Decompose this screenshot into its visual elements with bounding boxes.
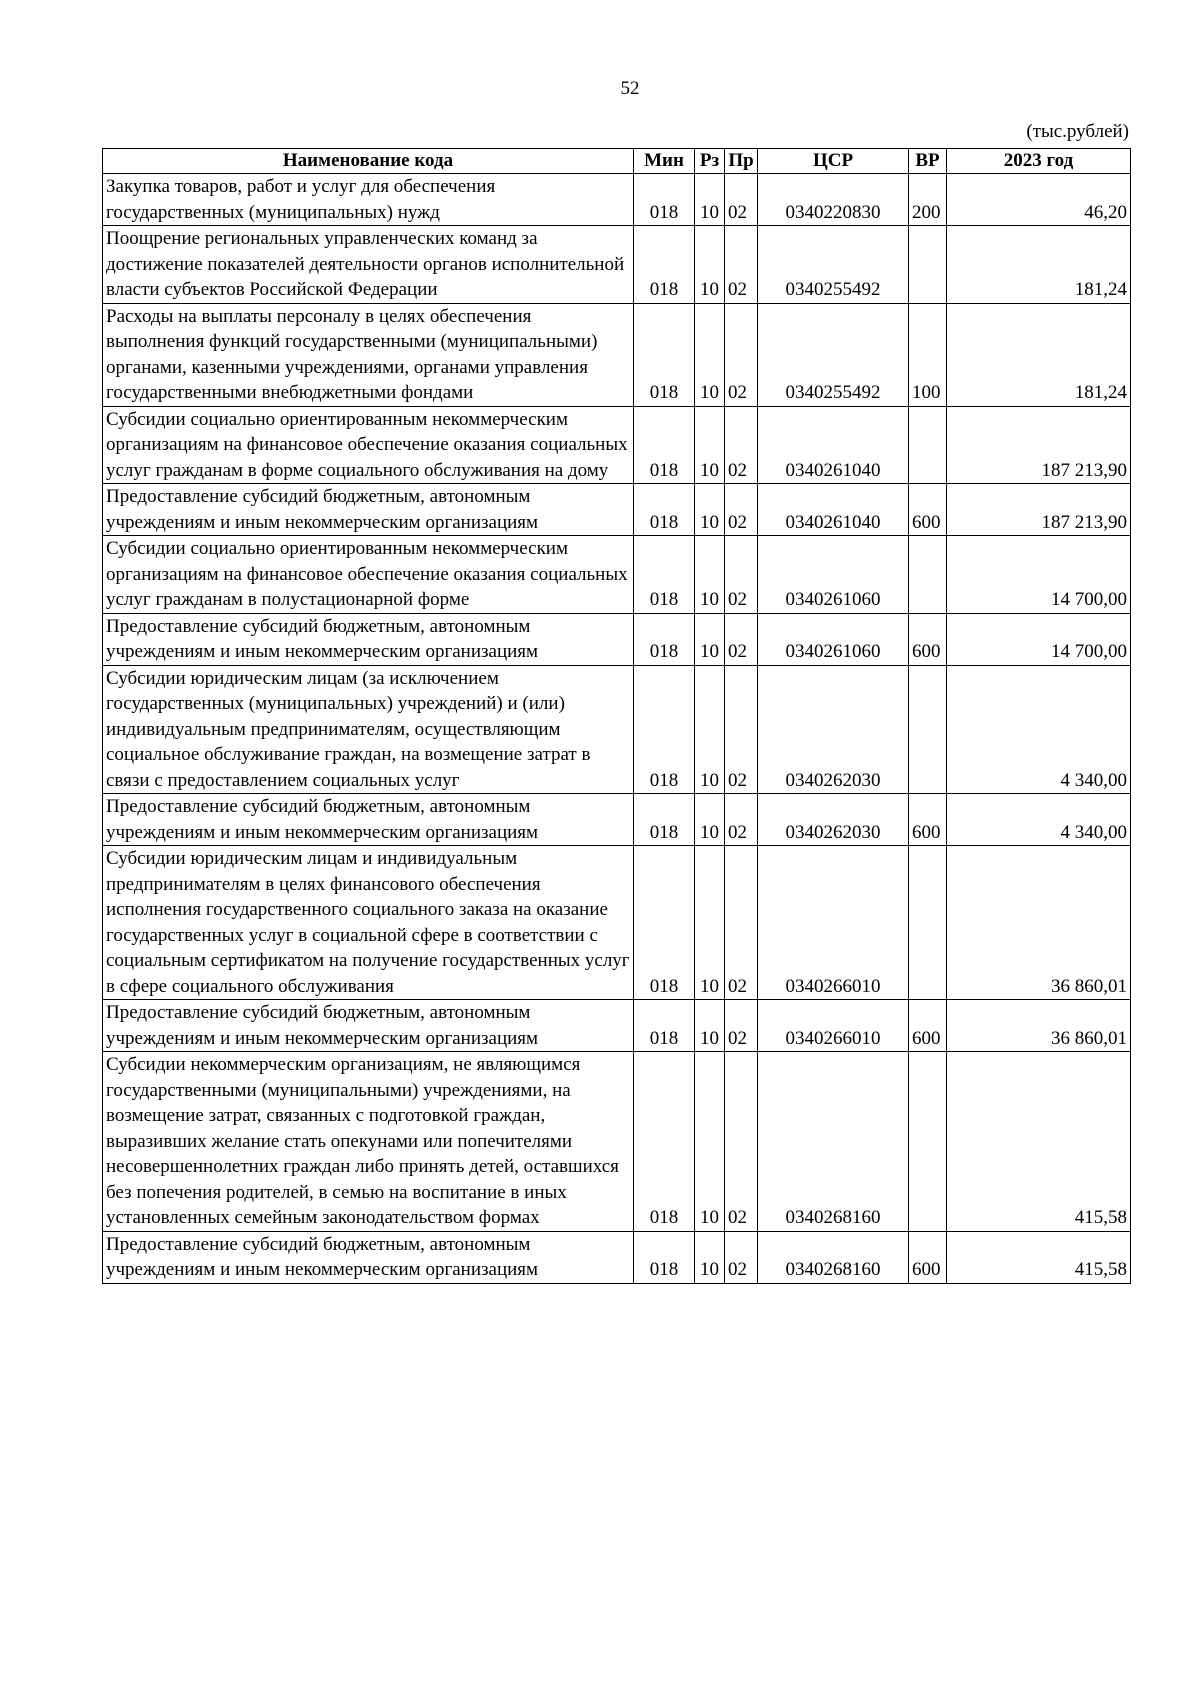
row-pr: 02	[725, 1000, 758, 1052]
row-pr: 02	[725, 406, 758, 484]
row-min: 018	[634, 484, 695, 536]
row-pr: 02	[725, 303, 758, 406]
row-min: 018	[634, 226, 695, 304]
header-vr: ВР	[909, 149, 947, 174]
row-rz: 10	[695, 846, 725, 1000]
row-amount: 415,58	[947, 1052, 1131, 1232]
units-note: (тыс.рублей)	[1026, 121, 1129, 142]
row-amount: 187 213,90	[947, 484, 1131, 536]
page-number: 52	[620, 78, 640, 99]
row-rz: 10	[695, 536, 725, 614]
row-amount: 181,24	[947, 303, 1131, 406]
row-rz: 10	[695, 303, 725, 406]
table-row	[103, 1052, 1131, 1232]
row-name: Предоставление субсидий бюджетным, автономным учреждениям и иным некоммерческим организациям	[103, 1231, 634, 1283]
row-rz: 10	[695, 1000, 725, 1052]
row-csr: 0340266010	[758, 1000, 909, 1052]
row-csr: 0340266010	[758, 846, 909, 1000]
header-year: 2023 год	[947, 149, 1131, 174]
row-csr: 0340255492	[758, 303, 909, 406]
row-min: 018	[634, 1052, 695, 1232]
table-row	[103, 1231, 1131, 1283]
table-row	[103, 226, 1131, 304]
row-rz: 10	[695, 174, 725, 226]
row-name: Поощрение региональных управленческих команд за достижение показателей деятельности органов исполнительной власти субъектов Российской Федерации	[103, 226, 634, 304]
header-rz: Рз	[695, 149, 725, 174]
row-vr	[909, 226, 947, 304]
row-csr: 0340261060	[758, 536, 909, 614]
table-row	[103, 536, 1131, 614]
row-min: 018	[634, 846, 695, 1000]
row-pr: 02	[725, 226, 758, 304]
row-vr: 600	[909, 1000, 947, 1052]
row-csr: 0340268160	[758, 1231, 909, 1283]
row-pr: 02	[725, 536, 758, 614]
row-min: 018	[634, 1000, 695, 1052]
row-amount: 187 213,90	[947, 406, 1131, 484]
row-name: Предоставление субсидий бюджетным, автономным учреждениям и иным некоммерческим организациям	[103, 613, 634, 665]
row-name: Предоставление субсидий бюджетным, автономным учреждениям и иным некоммерческим организациям	[103, 794, 634, 846]
row-min: 018	[634, 613, 695, 665]
row-rz: 10	[695, 226, 725, 304]
row-csr: 0340262030	[758, 665, 909, 794]
row-name: Субсидии некоммерческим организациям, не являющимся государственными (муниципальными) учреждениями, на возмещение затрат, связанных с подготовкой граждан, выразивших желание стать опекунами или попечителями несовершеннолетних граждан либо принять детей, оставшихся без попечения родителей, в семью на воспитание в иных установленных семейным законодательством формах	[103, 1052, 634, 1232]
header-name: Наименование кода	[103, 149, 634, 174]
table-row	[103, 303, 1131, 406]
row-csr: 0340268160	[758, 1052, 909, 1232]
row-pr: 02	[725, 613, 758, 665]
row-csr: 0340261060	[758, 613, 909, 665]
row-min: 018	[634, 794, 695, 846]
table-row	[103, 794, 1131, 846]
row-vr	[909, 406, 947, 484]
row-pr: 02	[725, 484, 758, 536]
row-min: 018	[634, 665, 695, 794]
row-name: Субсидии социально ориентированным некоммерческим организациям на финансовое обеспечение оказания социальных услуг гражданам в полустационарной форме	[103, 536, 634, 614]
row-pr: 02	[725, 794, 758, 846]
table-row	[103, 846, 1131, 1000]
row-pr: 02	[725, 846, 758, 1000]
row-amount: 36 860,01	[947, 846, 1131, 1000]
row-vr	[909, 536, 947, 614]
header-csr: ЦСР	[758, 149, 909, 174]
budget-table	[102, 148, 1131, 1284]
row-rz: 10	[695, 1052, 725, 1232]
row-name: Закупка товаров, работ и услуг для обеспечения государственных (муниципальных) нужд	[103, 174, 634, 226]
table-row	[103, 484, 1131, 536]
row-name: Субсидии юридическим лицам и индивидуальным предпринимателям в целях финансового обеспечения исполнения государственного социального заказа на оказание государственных услуг в социальной сфере в соответствии с социальным сертификатом на получение государственных услуг в сфере социального обслуживания	[103, 846, 634, 1000]
row-min: 018	[634, 406, 695, 484]
row-csr: 0340262030	[758, 794, 909, 846]
row-pr: 02	[725, 1231, 758, 1283]
row-amount: 4 340,00	[947, 665, 1131, 794]
row-min: 018	[634, 536, 695, 614]
row-vr: 600	[909, 484, 947, 536]
row-vr: 200	[909, 174, 947, 226]
row-vr: 600	[909, 1231, 947, 1283]
row-rz: 10	[695, 794, 725, 846]
table-row	[103, 1000, 1131, 1052]
row-min: 018	[634, 1231, 695, 1283]
header-pr: Пр	[725, 149, 758, 174]
row-amount: 4 340,00	[947, 794, 1131, 846]
row-name: Расходы на выплаты персоналу в целях обеспечения выполнения функций государственными (муниципальными) органами, казенными учреждениями, органами управления государственными внебюджетными фондами	[103, 303, 634, 406]
row-amount: 415,58	[947, 1231, 1131, 1283]
row-min: 018	[634, 303, 695, 406]
row-vr: 100	[909, 303, 947, 406]
row-rz: 10	[695, 613, 725, 665]
row-rz: 10	[695, 484, 725, 536]
row-name: Субсидии юридическим лицам (за исключением государственных (муниципальных) учреждений) и (или) индивидуальным предпринимателям, осуществляющим социальное обслуживание граждан, на возмещение затрат в связи с предоставлением социальных услуг	[103, 665, 634, 794]
row-amount: 36 860,01	[947, 1000, 1131, 1052]
row-amount: 14 700,00	[947, 536, 1131, 614]
row-rz: 10	[695, 1231, 725, 1283]
table-row	[103, 174, 1131, 226]
row-pr: 02	[725, 1052, 758, 1232]
row-csr: 0340255492	[758, 226, 909, 304]
row-amount: 181,24	[947, 226, 1131, 304]
header-min: Мин	[634, 149, 695, 174]
row-rz: 10	[695, 406, 725, 484]
row-min: 018	[634, 174, 695, 226]
row-name: Субсидии социально ориентированным некоммерческим организациям на финансовое обеспечение оказания социальных услуг гражданам в форме социального обслуживания на дому	[103, 406, 634, 484]
table-row	[103, 665, 1131, 794]
row-pr: 02	[725, 665, 758, 794]
row-csr: 0340261040	[758, 406, 909, 484]
table-row	[103, 406, 1131, 484]
row-amount: 14 700,00	[947, 613, 1131, 665]
table-row	[103, 613, 1131, 665]
row-csr: 0340261040	[758, 484, 909, 536]
row-vr	[909, 665, 947, 794]
row-vr	[909, 1052, 947, 1232]
row-name: Предоставление субсидий бюджетным, автономным учреждениям и иным некоммерческим организациям	[103, 484, 634, 536]
row-pr: 02	[725, 174, 758, 226]
row-vr: 600	[909, 794, 947, 846]
table-header-row	[103, 149, 1131, 174]
row-name: Предоставление субсидий бюджетным, автономным учреждениям и иным некоммерческим организациям	[103, 1000, 634, 1052]
row-vr	[909, 846, 947, 1000]
row-rz: 10	[695, 665, 725, 794]
row-vr: 600	[909, 613, 947, 665]
row-amount: 46,20	[947, 174, 1131, 226]
row-csr: 0340220830	[758, 174, 909, 226]
